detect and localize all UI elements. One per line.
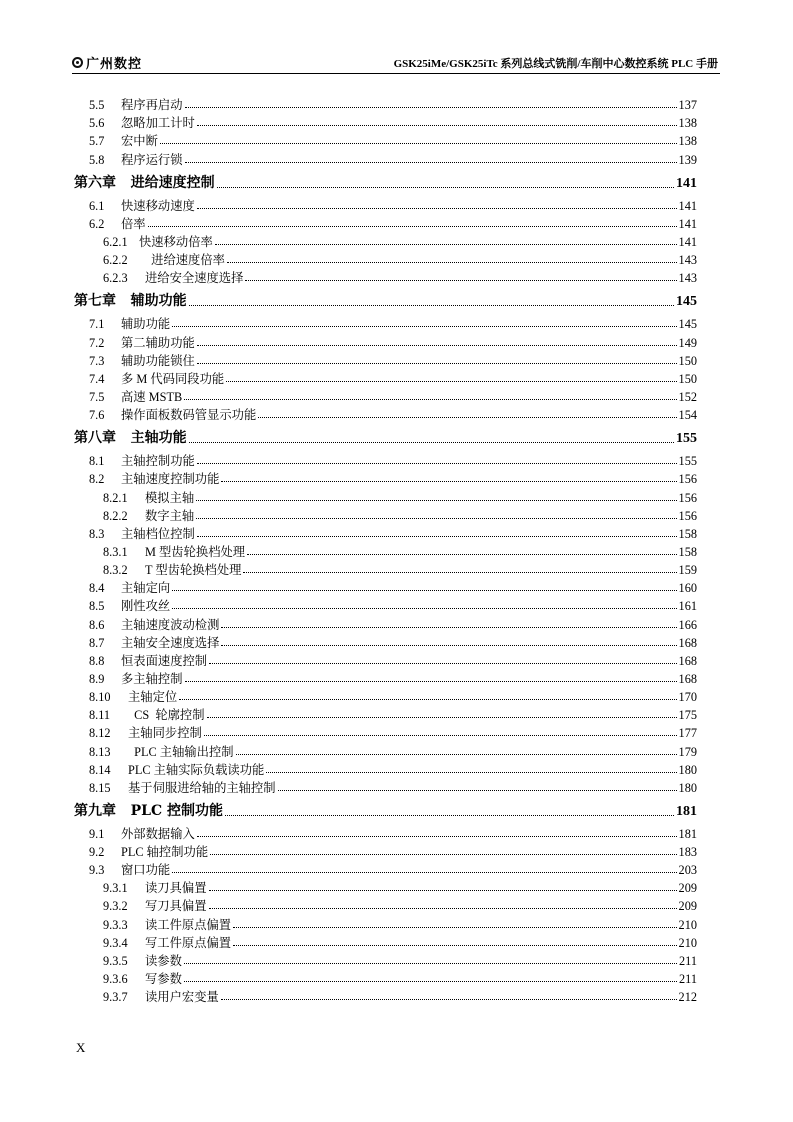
toc-section-entry[interactable] — [74, 704, 697, 722]
page-number-ref: 160 — [678, 581, 697, 596]
page-number-ref: 168 — [678, 635, 697, 650]
page-number-ref: 211 — [679, 972, 697, 987]
section-title: 读参数 — [145, 953, 182, 968]
page-number-ref: 156 — [678, 508, 697, 523]
page-number-ref: 177 — [678, 726, 697, 741]
chapter-title: 第九章 PLC 控制功能 — [74, 802, 224, 819]
toc-section-entry[interactable] — [74, 740, 697, 758]
page-number-ref: 158 — [678, 526, 697, 541]
dot-leader — [184, 399, 676, 400]
section-title: 快速移动速度 — [121, 198, 195, 213]
dot-leader — [226, 381, 676, 382]
section-title: 刚性攻丝 — [121, 599, 171, 614]
toc-section-entry[interactable] — [74, 213, 697, 231]
section-number: 8.3.2 — [103, 563, 128, 578]
section-title: 程序运行锁 — [121, 152, 183, 167]
page-number-ref: 139 — [678, 152, 697, 167]
section-number: 9.2 — [89, 845, 105, 860]
toc-section-entry[interactable] — [74, 249, 697, 267]
toc-section-entry[interactable] — [74, 350, 697, 368]
section-number: 8.9 — [89, 671, 105, 686]
section-number: 9.3.3 — [103, 917, 128, 932]
section-number: 9.1 — [89, 826, 105, 841]
toc-section-entry[interactable] — [74, 523, 697, 541]
page-number-ref: 211 — [679, 953, 697, 968]
dot-leader — [233, 927, 676, 928]
dot-leader — [245, 280, 676, 281]
toc-section-entry[interactable] — [74, 577, 697, 595]
section-number: 5.8 — [89, 152, 105, 167]
page-number-ref: 141 — [676, 175, 697, 191]
toc-section-entry[interactable] — [74, 541, 697, 559]
table-of-contents — [74, 94, 697, 1004]
section-number: 9.3.1 — [103, 881, 128, 896]
dot-leader — [243, 572, 676, 573]
section-number: 7.4 — [89, 371, 105, 386]
section-number: 8.3 — [89, 526, 105, 541]
page-number-ref: 145 — [678, 317, 697, 332]
dot-leader — [278, 790, 677, 791]
page-number-ref: 168 — [678, 653, 697, 668]
page-number-ref: 156 — [678, 490, 697, 505]
page-number-ref: 175 — [678, 708, 697, 723]
page-number-ref: 156 — [678, 472, 697, 487]
toc-section-entry[interactable] — [74, 559, 697, 577]
page-number-ref: 210 — [678, 917, 697, 932]
dot-leader — [233, 945, 676, 946]
page-number-ref: 150 — [678, 353, 697, 368]
section-title: 主轴安全速度选择 — [121, 635, 220, 650]
page-number-ref: 154 — [678, 408, 697, 423]
dot-leader — [221, 645, 676, 646]
toc-chapter-entry[interactable] — [74, 168, 697, 192]
toc-chapter-entry[interactable] — [74, 286, 697, 310]
section-number: 9.3.7 — [103, 990, 128, 1005]
toc-section-entry[interactable] — [74, 650, 697, 668]
section-title: 写参数 — [145, 972, 182, 987]
section-title: 快速移动倍率 — [139, 234, 213, 249]
dot-leader — [179, 699, 676, 700]
toc-section-entry[interactable] — [74, 859, 697, 877]
page-number: X — [76, 1040, 86, 1055]
toc-section-entry[interactable] — [74, 759, 697, 777]
dot-leader — [189, 442, 674, 443]
section-number: 7.3 — [89, 353, 105, 368]
section-title: 多 M 代码同段功能 — [121, 371, 225, 386]
section-title: 读用户宏变量 — [145, 990, 219, 1005]
dot-leader — [197, 536, 677, 537]
page-number-ref: 170 — [678, 690, 697, 705]
page-number-ref: 149 — [678, 335, 697, 350]
dot-leader — [184, 981, 677, 982]
section-title: 操作面板数码管显示功能 — [121, 408, 257, 423]
section-number: 8.1 — [89, 454, 105, 469]
section-title: 读刀具偏置 — [145, 881, 207, 896]
section-title: 辅助功能锁住 — [121, 353, 195, 368]
section-number: 9.3 — [89, 863, 105, 878]
header-divider — [72, 73, 720, 74]
dot-leader — [196, 518, 676, 519]
section-title: 主轴控制功能 — [121, 454, 195, 469]
section-title: 主轴定位 — [128, 690, 178, 705]
toc-section-entry[interactable] — [74, 841, 697, 859]
toc-section-entry[interactable] — [74, 404, 697, 422]
section-number: 6.2.2 — [103, 253, 128, 268]
dot-leader — [207, 717, 677, 718]
section-number: 7.6 — [89, 408, 105, 423]
section-number: 6.2.1 — [103, 234, 128, 249]
dot-leader — [225, 815, 674, 816]
dot-leader — [185, 681, 677, 682]
section-title: 多主轴控制 — [121, 671, 183, 686]
logo-text: 广州数控 — [86, 56, 143, 72]
toc-section-entry[interactable] — [74, 331, 697, 349]
dot-leader — [209, 663, 676, 664]
page-header — [72, 52, 720, 72]
section-number: 9.3.4 — [103, 935, 128, 950]
dot-leader — [160, 143, 677, 144]
section-number: 8.7 — [89, 635, 105, 650]
section-number: 8.5 — [89, 599, 105, 614]
toc-chapter-entry[interactable] — [74, 423, 697, 447]
section-title: 倍率 — [121, 216, 146, 231]
toc-section-entry[interactable] — [74, 486, 697, 504]
page-number-ref: 203 — [678, 863, 697, 878]
section-number: 5.7 — [89, 134, 105, 149]
page-number-ref: 145 — [676, 294, 697, 310]
dot-leader — [185, 162, 677, 163]
page-number-ref: 155 — [676, 431, 697, 447]
dot-leader — [197, 463, 677, 464]
section-number: 8.10 — [89, 690, 111, 705]
toc-section-entry[interactable] — [74, 231, 697, 249]
page-number-ref: 212 — [678, 990, 697, 1005]
page-number-ref: 180 — [678, 780, 697, 795]
toc-section-entry[interactable] — [74, 777, 697, 795]
section-title: T 型齿轮换档处理 — [145, 563, 242, 578]
page-number-ref: 183 — [678, 845, 697, 860]
section-title: CS 轮廓控制 — [128, 708, 205, 723]
section-title: 主轴速度控制功能 — [121, 472, 220, 487]
toc-section-entry[interactable] — [74, 148, 697, 166]
page-number-ref: 152 — [678, 389, 697, 404]
page-number-ref: 181 — [676, 803, 697, 819]
section-title: 写刀具偏置 — [145, 899, 207, 914]
toc-section-entry[interactable] — [74, 468, 697, 486]
section-number: 8.8 — [89, 653, 105, 668]
section-title: PLC 主轴输出控制 — [128, 744, 234, 759]
section-number: 8.11 — [89, 708, 111, 723]
dot-leader — [172, 590, 676, 591]
section-number: 5.6 — [89, 116, 105, 131]
section-number: 8.13 — [89, 744, 111, 759]
section-number: 7.2 — [89, 335, 105, 350]
section-number: 6.2 — [89, 216, 105, 231]
section-title: 数字主轴 — [145, 508, 195, 523]
page-number-ref: 138 — [678, 116, 697, 131]
dot-leader — [197, 363, 677, 364]
dot-leader — [258, 417, 676, 418]
toc-section-entry[interactable] — [74, 505, 697, 523]
section-title: 主轴速度波动检测 — [121, 617, 220, 632]
dot-leader — [266, 772, 676, 773]
dot-leader — [148, 226, 677, 227]
dot-leader — [197, 208, 677, 209]
dot-leader — [210, 854, 676, 855]
section-number: 8.3.1 — [103, 544, 128, 559]
dot-leader — [209, 908, 677, 909]
page-number-ref: 150 — [678, 371, 697, 386]
page-number-ref: 179 — [678, 744, 697, 759]
dot-leader — [172, 326, 676, 327]
section-title: 模拟主轴 — [145, 490, 195, 505]
toc-section-entry[interactable] — [74, 986, 697, 1004]
page-number-ref: 155 — [678, 454, 697, 469]
section-title: 程序再启动 — [121, 98, 183, 113]
section-title: PLC 轴控制功能 — [121, 845, 209, 860]
toc-section-entry[interactable] — [74, 130, 697, 148]
page-number-ref: 138 — [678, 134, 697, 149]
section-number: 6.2.3 — [103, 271, 128, 286]
section-title: 恒表面速度控制 — [121, 653, 208, 668]
section-title: 外部数据输入 — [121, 826, 195, 841]
page-number-ref: 166 — [678, 617, 697, 632]
toc-section-entry[interactable] — [74, 932, 697, 950]
dot-leader — [209, 890, 677, 891]
section-number: 9.3.2 — [103, 899, 128, 914]
section-number: 7.5 — [89, 389, 105, 404]
dot-leader — [221, 481, 676, 482]
page-number-ref: 141 — [678, 234, 697, 249]
page-number-ref: 143 — [678, 271, 697, 286]
section-number: 8.2.2 — [103, 508, 128, 523]
chapter-title: 第七章 辅助功能 — [74, 293, 187, 310]
section-number: 9.3.5 — [103, 953, 128, 968]
page-number-ref: 209 — [678, 881, 697, 896]
company-logo — [72, 53, 142, 71]
chapter-title: 第六章 进给速度控制 — [74, 174, 215, 191]
section-number: 8.15 — [89, 780, 111, 795]
toc-section-entry[interactable] — [74, 877, 697, 895]
section-number: 8.6 — [89, 617, 105, 632]
section-title: M 型齿轮换档处理 — [145, 544, 246, 559]
toc-section-entry[interactable] — [74, 386, 697, 404]
dot-leader — [197, 836, 677, 837]
page-number-ref: 137 — [678, 98, 697, 113]
toc-section-entry[interactable] — [74, 913, 697, 931]
section-number: 6.1 — [89, 198, 105, 213]
section-title: 基于伺服进给轴的主轴控制 — [128, 780, 276, 795]
section-title: 主轴档位控制 — [121, 526, 195, 541]
dot-leader — [221, 999, 677, 1000]
section-title: 进给安全速度选择 — [145, 271, 244, 286]
dot-leader — [221, 627, 676, 628]
page-number-ref: 158 — [678, 544, 697, 559]
section-title: 第二辅助功能 — [121, 335, 195, 350]
toc-section-entry[interactable] — [74, 686, 697, 704]
dot-leader — [197, 125, 677, 126]
section-title: 忽略加工计时 — [121, 116, 195, 131]
section-number: 8.2 — [89, 472, 105, 487]
toc-section-entry[interactable] — [74, 895, 697, 913]
section-number: 7.1 — [89, 317, 105, 332]
toc-chapter-entry[interactable] — [74, 796, 697, 820]
toc-section-entry[interactable] — [74, 450, 697, 468]
section-title: 进给速度倍率 — [145, 253, 225, 268]
page-number-ref: 141 — [678, 216, 697, 231]
page-number-ref: 209 — [678, 899, 697, 914]
toc-section-entry[interactable] — [74, 112, 697, 130]
toc-section-entry[interactable] — [74, 722, 697, 740]
page-number-ref: 141 — [678, 198, 697, 213]
dot-leader — [217, 187, 674, 188]
section-title: 主轴同步控制 — [128, 726, 202, 741]
section-title: 读工件原点偏置 — [145, 917, 232, 932]
gsk-logo-icon — [72, 57, 83, 68]
section-number: 8.2.1 — [103, 490, 128, 505]
section-title: 宏中断 — [121, 134, 158, 149]
dot-leader — [185, 107, 677, 108]
section-title: 主轴定向 — [121, 581, 171, 596]
section-number: 8.14 — [89, 762, 111, 777]
toc-section-entry[interactable] — [74, 313, 697, 331]
toc-section-entry[interactable] — [74, 595, 697, 613]
page-number-ref: 180 — [678, 762, 697, 777]
toc-section-entry[interactable] — [74, 950, 697, 968]
toc-section-entry[interactable] — [74, 195, 697, 213]
page-number-ref: 168 — [678, 671, 697, 686]
toc-section-entry[interactable] — [74, 94, 697, 112]
page-number-ref: 159 — [678, 563, 697, 578]
dot-leader — [197, 345, 677, 346]
dot-leader — [172, 608, 676, 609]
toc-section-entry[interactable] — [74, 968, 697, 986]
section-title: 写工件原点偏置 — [145, 935, 232, 950]
section-title: 辅助功能 — [121, 317, 171, 332]
section-title: 窗口功能 — [121, 863, 171, 878]
manual-title: GSK25iMe/GSK25iTc 系列总线式铣削/车削中心数控系统 PLC 手册 — [393, 58, 718, 70]
dot-leader — [215, 244, 677, 245]
toc-section-entry[interactable] — [74, 632, 697, 650]
page-number-ref: 143 — [678, 253, 697, 268]
dot-leader — [184, 963, 677, 964]
section-title: PLC 主轴实际负载读功能 — [128, 762, 265, 777]
dot-leader — [236, 754, 677, 755]
section-number: 5.5 — [89, 98, 105, 113]
dot-leader — [189, 305, 674, 306]
toc-section-entry[interactable] — [74, 267, 697, 285]
dot-leader — [204, 735, 677, 736]
page-number-ref: 181 — [678, 826, 697, 841]
dot-leader — [227, 262, 677, 263]
toc-section-entry[interactable] — [74, 823, 697, 841]
dot-leader — [172, 872, 676, 873]
toc-section-entry[interactable] — [74, 668, 697, 686]
section-number: 8.4 — [89, 581, 105, 596]
toc-section-entry[interactable] — [74, 368, 697, 386]
chapter-title: 第八章 主轴功能 — [74, 430, 187, 447]
section-number: 9.3.6 — [103, 972, 128, 987]
page-number-ref: 161 — [678, 599, 697, 614]
dot-leader — [247, 554, 676, 555]
dot-leader — [196, 500, 676, 501]
toc-section-entry[interactable] — [74, 613, 697, 631]
section-title: 高速 MSTB — [121, 389, 183, 404]
section-number: 8.12 — [89, 726, 111, 741]
page-number-ref: 210 — [678, 935, 697, 950]
